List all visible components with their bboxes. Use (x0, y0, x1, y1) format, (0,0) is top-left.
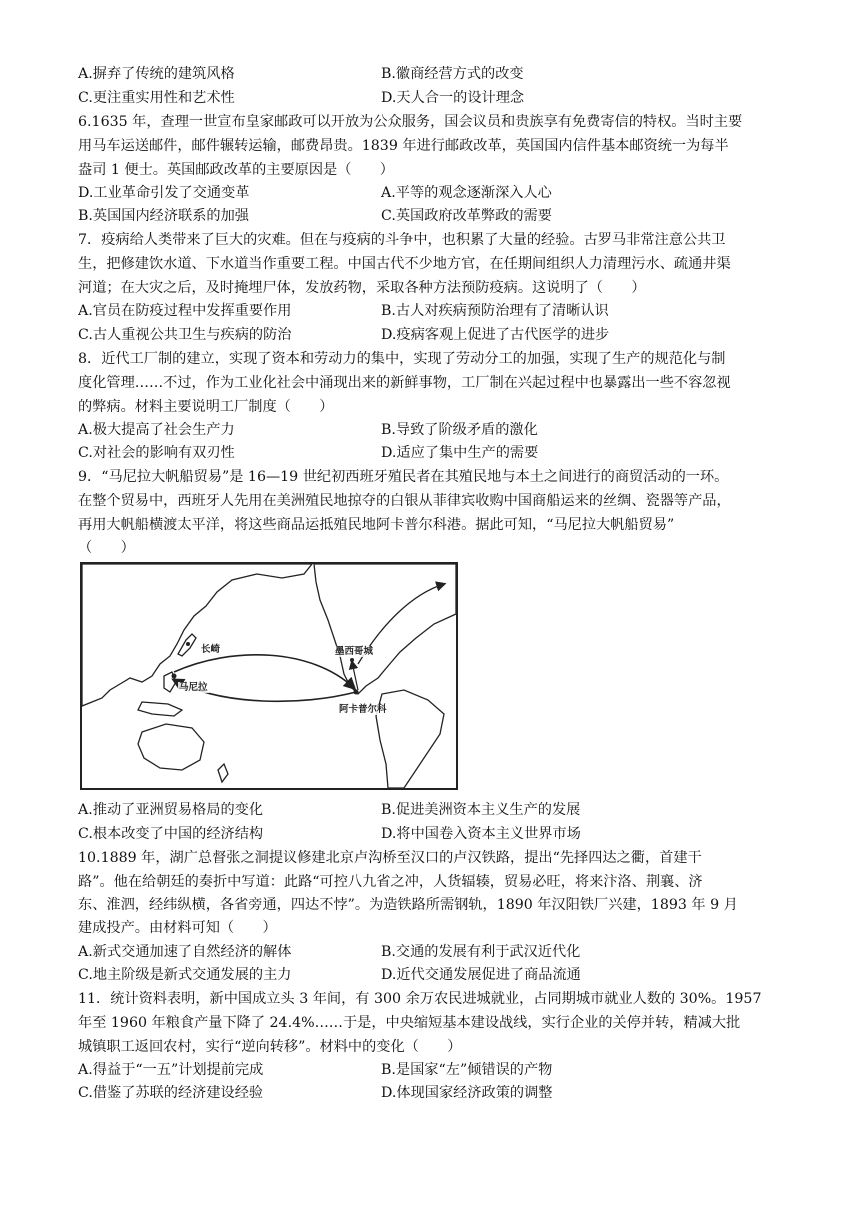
mexico-city-label: 墨西哥城 (335, 646, 374, 657)
q11-stem-line-1: 11．统计资料表明，新中国成立头 3 年间，有 300 余万农民进城就业，占同期城市就业人数的 30%。1957 (78, 991, 762, 1007)
q11-option-c[interactable]: C.借鉴了苏联的经济建设经验 (78, 1085, 264, 1101)
acapulco-dot (354, 690, 359, 695)
q10-option-a[interactable]: A.新式交通加速了自然经济的解体 (78, 944, 292, 960)
q8-stem-line-3: 的弊病。材料主要说明工厂制度（ ） (78, 399, 334, 415)
new-zealand-island (218, 764, 228, 782)
q9-stem-line-2: 在整个贸易中，西班牙人先用在美洲殖民地掠夺的白银从菲律宾收购中国商船运来的丝绸、瓷器等产品， (78, 493, 731, 509)
q6-stem-line-1: 6.1635 年，查理一世宣布皇家邮政可以开放为公众服务，国会议员和贵族享有免费寄信的特权。当时主要 (78, 114, 743, 130)
q11-stem-line-2: 年至 1960 年粮食产量下降了 24.4%……于是，中央缩短基本建设战线，实行企业的关停并转，精减大批 (78, 1015, 741, 1031)
q10-option-d[interactable]: D.近代交通发展促进了商品流通 (381, 967, 581, 983)
q7-option-a[interactable]: A.官员在防疫过程中发挥重要作用 (78, 303, 292, 319)
q7-stem-line-1: 7．疫病给人类带来了巨大的灾难。但在与疫病的斗争中，也积累了大量的经验。古罗马非常注意公共卫 (78, 232, 726, 248)
q10-stem-line-4: 建成投产。由材料可知（ ） (78, 920, 277, 936)
q5-option-d[interactable]: D.天人合一的设计理念 (381, 90, 525, 106)
q6-option-2[interactable]: A.平等的观念逐渐深入人心 (381, 185, 552, 201)
q10-stem-line-1: 10.1889 年，湖广总督张之洞提议修建北京卢沟桥至汉口的卢汉铁路，提出“先择四达之衢，首建干 (78, 850, 702, 866)
q11-stem-line-3: 城镇职工返回农村，实行“逆向转移”。材料中的变化（ ） (78, 1039, 462, 1055)
q6-option-1[interactable]: D.工业革命引发了交通变革 (78, 185, 250, 201)
nagasaki-dot (186, 642, 190, 646)
q9-option-a[interactable]: A.推动了亚洲贸易格局的变化 (78, 802, 264, 818)
q8-stem-line-1: 8．近代工厂制的建立，实现了资本和劳动力的集中，实现了劳动分工的加强，实现了生产的规范化与制 (78, 351, 726, 367)
q10-stem-line-3: 东、淮泗，经纬纵横，各省旁通，四达不悖”。为造铁路所需钢轨，1890 年汉阳铁厂兴建，1893 年 9 月 (78, 897, 738, 913)
q6-option-3[interactable]: B.英国国内经济联系的加强 (78, 208, 249, 224)
q8-option-d[interactable]: D.适应了集中生产的需要 (381, 445, 539, 461)
q5-option-b[interactable]: B.徽商经营方式的改变 (381, 66, 524, 82)
q10-stem-line-2: 路”。他在给朝廷的奏折中写道：此路“可控八九省之冲，人货辐辏，贸易必旺，将来汴洛、荆襄、济 (78, 874, 703, 890)
q7-stem-line-2: 生，把修建饮水道、下水道当作重要工程。中国古代不少地方官，在任期间组织人力清理污水、疏通井渠 (78, 256, 731, 272)
q8-stem-line-2: 度化管理……不过，作为工业化社会中涌现出来的新鲜事物，工厂制在兴起过程中也暴露出一些不容忽视 (78, 375, 731, 391)
q7-stem-line-3: 河道；在大灾之后，及时掩埋尸体，发放药物，采取各种方法预防疫病。这说明了（ ） (78, 280, 646, 296)
acapulco-label: 阿卡普尔科 (339, 704, 387, 715)
mexico-city-dot (350, 658, 354, 662)
q5-option-c[interactable]: C.更注重实用性和艺术性 (78, 90, 235, 106)
q6-stem-line-2: 用马车运送邮件，邮件辗转运输，邮费昂贵。1839 年进行邮政改革，英国国内信件基本邮资统一为每半 (78, 138, 729, 154)
q6-stem-line-3: 盎司 1 便士。英国邮政改革的主要原因是（ ） (78, 162, 394, 178)
q8-option-a[interactable]: A.极大提高了社会生产力 (78, 422, 235, 438)
sea-islands (138, 702, 182, 716)
q9-option-d[interactable]: D.将中国卷入资本主义世界市场 (381, 826, 581, 842)
q7-option-b[interactable]: B.古人对疾病预防治理有了清晰认识 (381, 303, 609, 319)
australia-landmass (138, 724, 204, 770)
manila-label: 马尼拉 (179, 682, 208, 693)
q11-option-a[interactable]: A.得益于“一五”计划提前完成 (78, 1062, 264, 1078)
q9-stem-line-4: （ ） (78, 540, 135, 556)
world-map-graphic (82, 564, 456, 788)
q11-option-b[interactable]: B.是国家“左”倾错误的产物 (381, 1062, 553, 1078)
q9-option-c[interactable]: C.根本改变了中国的经济结构 (78, 826, 264, 842)
q9-stem-line-1: 9．“马尼拉大帆船贸易”是 16—19 世纪初西班牙殖民者在其殖民地与本土之间进行的商贸活动的一环。 (78, 469, 729, 485)
manila-dot (172, 674, 177, 679)
q9-option-b[interactable]: B.促进美洲资本主义生产的发展 (381, 802, 581, 818)
q9-stem-line-3: 再用大帆船横渡太平洋，将这些商品运抵殖民地阿卡普尔科港。据此可知，“马尼拉大帆船贸易” (78, 517, 675, 533)
q6-option-4[interactable]: C.英国政府改革弊政的需要 (381, 208, 552, 224)
q10-option-c[interactable]: C.地主阶级是新式交通发展的主力 (78, 967, 292, 983)
q7-option-c[interactable]: C.古人重视公共卫生与疾病的防治 (78, 327, 292, 343)
q7-option-d[interactable]: D.疫病客观上促进了古代医学的进步 (381, 327, 610, 343)
q8-option-b[interactable]: B.导致了阶级矛盾的激化 (381, 422, 538, 438)
trade-route-map (80, 562, 458, 790)
q8-option-c[interactable]: C.对社会的影响有双刃性 (78, 445, 235, 461)
q5-option-a[interactable]: A.摒弃了传统的建筑风格 (78, 66, 235, 82)
q11-option-d[interactable]: D.体现国家经济政策的调整 (381, 1085, 553, 1101)
nagasaki-label: 长崎 (201, 644, 221, 655)
q10-option-b[interactable]: B.交通的发展有利于武汉近代化 (381, 944, 581, 960)
